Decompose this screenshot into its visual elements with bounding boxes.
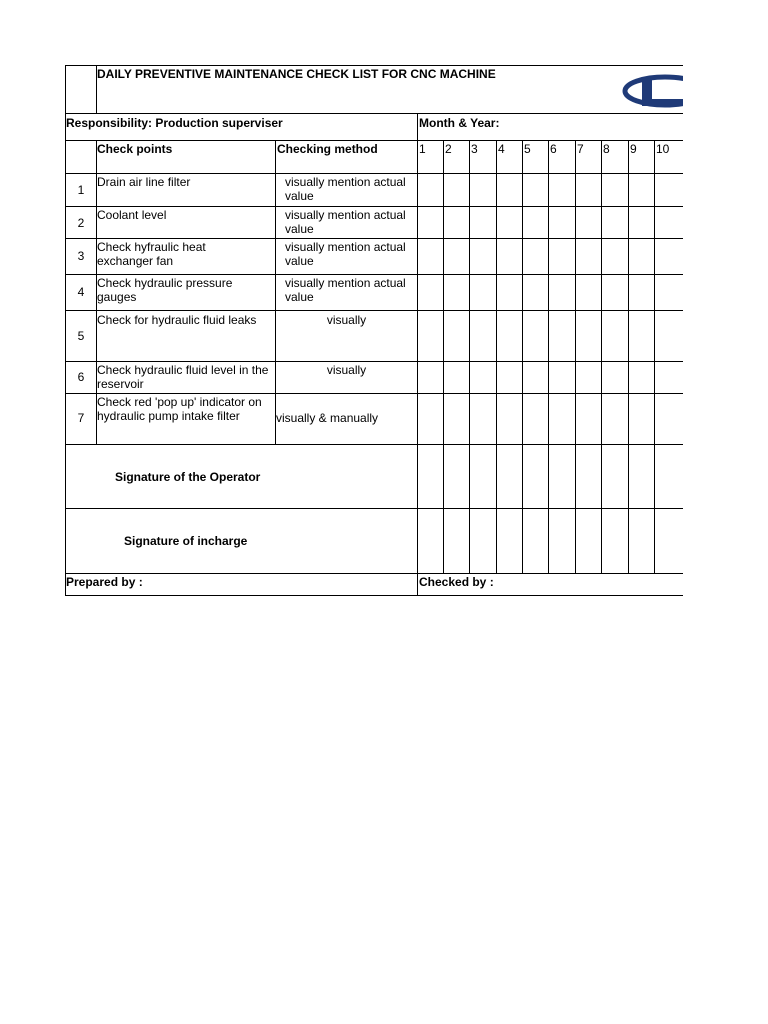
- checking-method-text: visually: [326, 313, 367, 327]
- grid-line: [575, 140, 576, 574]
- grid-line: [65, 113, 683, 114]
- grid-line: [65, 206, 683, 207]
- grid-line: [65, 173, 683, 174]
- item-number: 3: [77, 249, 85, 263]
- grid-line: [628, 140, 629, 574]
- item-number: 5: [77, 329, 85, 343]
- checking-method-text: visually & manually: [276, 411, 379, 425]
- grid-line: [65, 573, 683, 574]
- day-header: 10: [656, 142, 670, 156]
- day-header: 6: [550, 142, 557, 156]
- grid-line: [601, 140, 602, 574]
- grid-line: [65, 65, 683, 66]
- item-number: 7: [77, 411, 85, 425]
- checking-method-text: visually mention actual value: [285, 240, 406, 268]
- grid-line: [443, 140, 444, 574]
- day-header: 4: [498, 142, 505, 156]
- checking-method-text: visually mention actual value: [285, 276, 406, 304]
- grid-line: [496, 140, 497, 574]
- grid-line: [65, 310, 683, 311]
- grid-line: [522, 140, 523, 574]
- day-header: 1: [419, 142, 426, 156]
- check-point-text: Check hydraulic fluid level in the reservoir: [97, 363, 269, 391]
- signature-operator-label: Signature of the Operator: [115, 470, 261, 484]
- month-year-label: Month & Year:: [419, 116, 500, 130]
- check-point-text: Check hyfraulic heat exchanger fan: [97, 240, 206, 268]
- check-point-text: Check hydraulic pressure gauges: [97, 276, 233, 304]
- grid-line: [65, 274, 683, 275]
- grid-line: [65, 238, 683, 239]
- day-header: 2: [445, 142, 452, 156]
- grid-line: [65, 140, 683, 141]
- company-logo: [600, 66, 683, 113]
- check-point-text: Drain air line filter: [97, 175, 191, 189]
- page-title: DAILY PREVENTIVE MAINTENANCE CHECK LIST FOR CNC MACHINE: [97, 67, 496, 81]
- grid-line: [417, 113, 418, 596]
- day-header: 9: [630, 142, 637, 156]
- day-header: 5: [524, 142, 531, 156]
- grid-line: [65, 444, 683, 445]
- signature-incharge-label: Signature of incharge: [124, 534, 248, 548]
- check-point-text: Check red 'pop up' indicator on hydraulic pump intake filter: [97, 395, 262, 423]
- check-point-text: Check for hydraulic fluid leaks: [97, 313, 257, 327]
- checking-method-text: visually mention actual value: [285, 175, 406, 203]
- grid-line: [469, 140, 470, 574]
- day-header: 7: [577, 142, 584, 156]
- item-number: 1: [77, 183, 85, 197]
- responsibility-label: Responsibility: Production superviser: [66, 116, 283, 130]
- checked-by-label: Checked by :: [419, 575, 494, 589]
- grid-line: [65, 595, 683, 596]
- grid-line: [654, 140, 655, 574]
- day-header: 8: [603, 142, 610, 156]
- day-header: 3: [471, 142, 478, 156]
- check-points-header: Check points: [97, 142, 173, 156]
- prepared-by-label: Prepared by :: [66, 575, 143, 589]
- item-number: 6: [77, 370, 85, 384]
- item-number: 2: [77, 216, 85, 230]
- checking-method-header: Checking method: [277, 142, 378, 156]
- check-point-text: Coolant level: [97, 208, 167, 222]
- grid-line: [65, 508, 683, 509]
- grid-line: [275, 140, 276, 445]
- item-number: 4: [77, 285, 85, 299]
- grid-line: [65, 361, 683, 362]
- grid-line: [65, 393, 683, 394]
- checking-method-text: visually: [326, 363, 367, 377]
- checking-method-text: visually mention actual value: [285, 208, 406, 236]
- grid-line: [548, 140, 549, 574]
